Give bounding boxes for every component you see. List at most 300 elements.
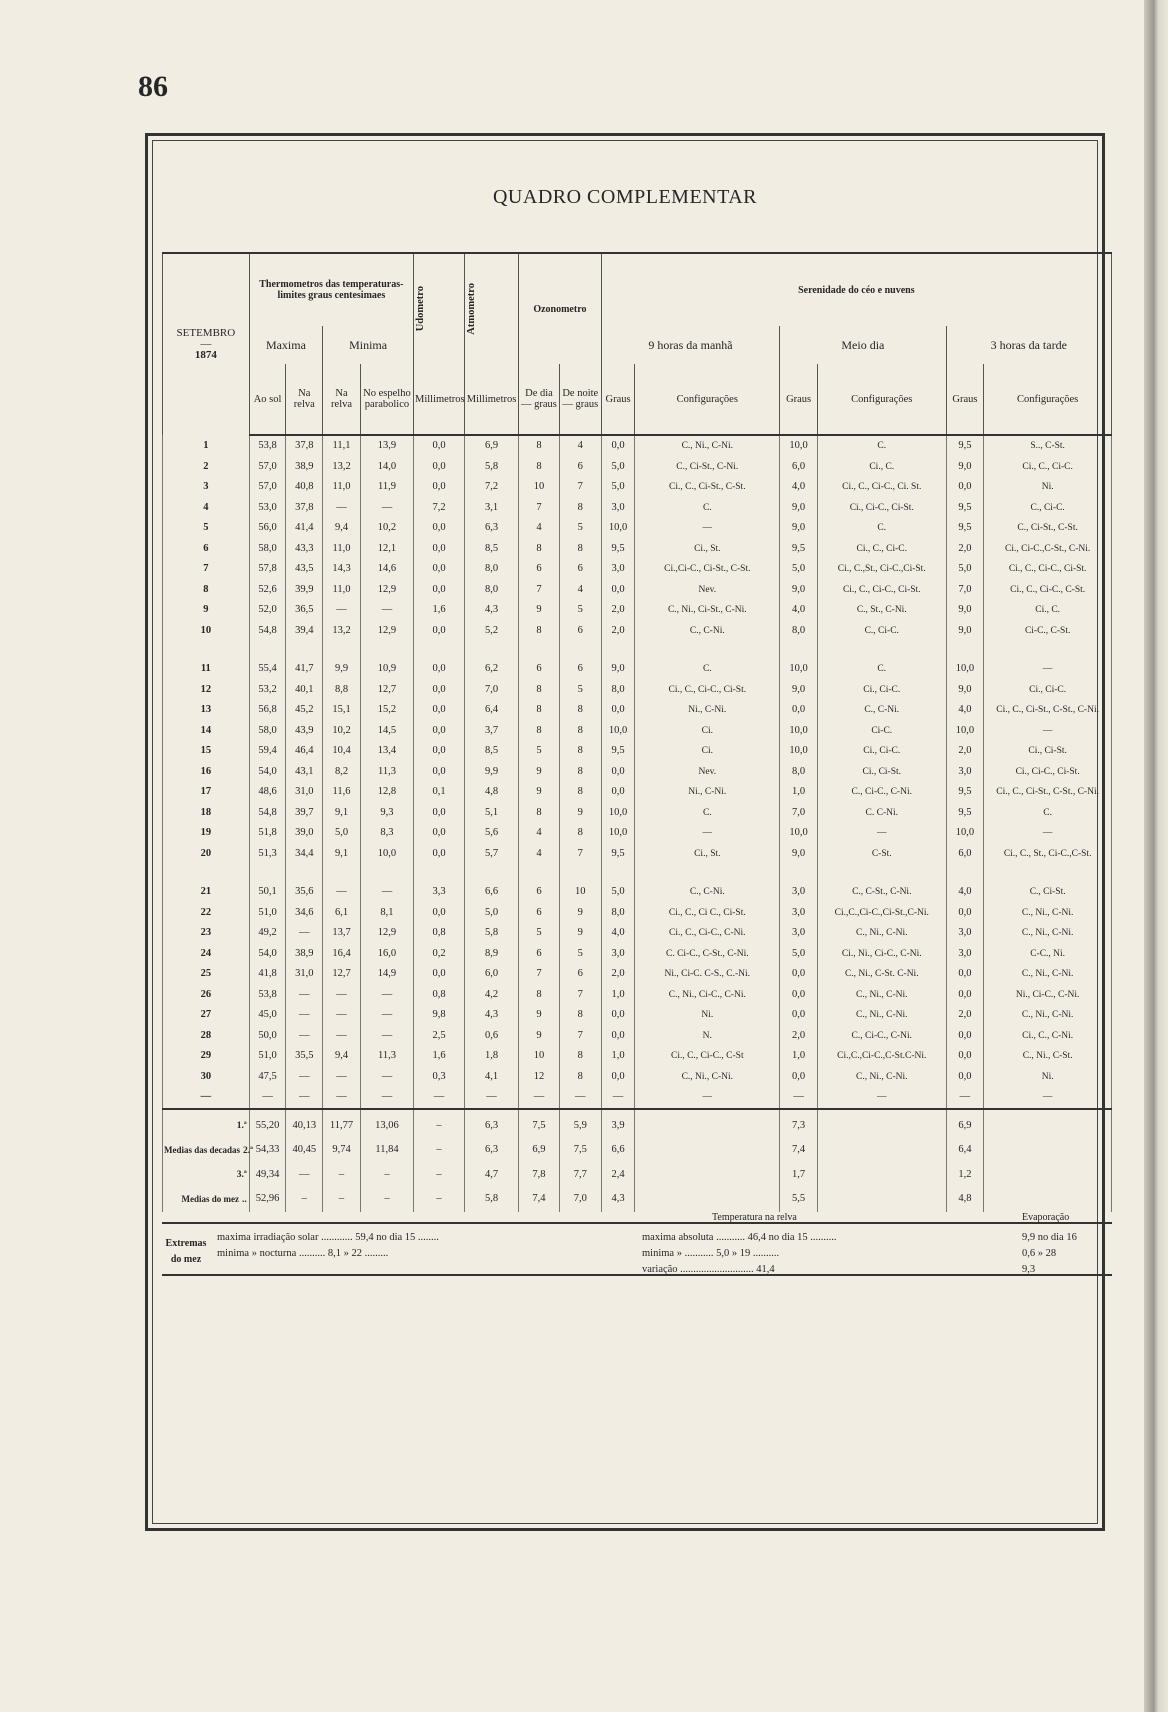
table-cell: 6,4 — [465, 700, 519, 721]
table-cell: 41,8 — [249, 964, 286, 985]
table-cell: 43,3 — [286, 539, 323, 560]
table-cell: — — [519, 1087, 560, 1109]
means-cell: 52,96 — [249, 1187, 286, 1212]
table-cell: C. C-Ni. — [817, 803, 946, 824]
serenidade-header: Serenidade do céo e nuvens — [601, 253, 1111, 326]
table-cell: 9,5 — [601, 741, 635, 762]
table-frame — [145, 133, 1105, 1531]
table-cell: 9,5 — [601, 844, 635, 865]
table-cell: 8 — [559, 721, 601, 742]
table-cell: Ci., C., St., Ci-C.,C-St. — [984, 844, 1112, 865]
table-cell: C. — [817, 518, 946, 539]
day-cell: 9 — [163, 600, 250, 621]
table-cell: 4,0 — [946, 882, 984, 903]
means-cell: – — [414, 1163, 465, 1187]
table-cell: — — [323, 1005, 361, 1026]
table-cell: 6,3 — [465, 518, 519, 539]
day-cell: 30 — [163, 1067, 250, 1088]
table-cell: 8,5 — [465, 741, 519, 762]
column-header: Configurações — [984, 364, 1112, 435]
table-cell: — — [946, 1087, 984, 1109]
day-cell: 12 — [163, 680, 250, 701]
table-cell: 46,4 — [286, 741, 323, 762]
table-cell: 4,3 — [465, 1005, 519, 1026]
means-cell — [635, 1187, 780, 1212]
table-cell: — — [323, 985, 361, 1006]
table-cell: 35,6 — [286, 882, 323, 903]
table-cell: C., Ni., C-Ni. — [817, 985, 946, 1006]
table-cell: 58,0 — [249, 539, 286, 560]
table-cell: Ci-C., C-St. — [984, 621, 1112, 642]
evaporacao-head: Evaporação — [1022, 1212, 1070, 1223]
table-cell: 51,0 — [249, 903, 286, 924]
table-cell: 8 — [519, 680, 560, 701]
table-cell: 5,6 — [465, 823, 519, 844]
table-cell: 35,5 — [286, 1046, 323, 1067]
table-cell: C., Ci-C., C-Ni. — [817, 1026, 946, 1047]
column-header: De dia — graus — [519, 364, 560, 435]
table-cell: 14,9 — [360, 964, 413, 985]
table-cell: 8,0 — [780, 762, 818, 783]
means-cell: 7,0 — [559, 1187, 601, 1212]
table-cell: — — [635, 1087, 780, 1109]
table-cell: 0,8 — [414, 923, 465, 944]
table-cell: 3,3 — [414, 882, 465, 903]
table-cell: 2,5 — [414, 1026, 465, 1047]
means-cell: 1,2 — [946, 1163, 984, 1187]
table-cell: 9,0 — [780, 518, 818, 539]
column-header: Millimetros — [465, 364, 519, 435]
table-cell: — — [286, 1067, 323, 1088]
table-cell: 53,8 — [249, 985, 286, 1006]
table-cell: Ci.,C.,Ci-C.,Ci-St.,C-Ni. — [817, 903, 946, 924]
table-cell: 7,0 — [780, 803, 818, 824]
table-row — [163, 518, 1112, 539]
table-cell: 5 — [519, 741, 560, 762]
table-cell: 11,3 — [360, 762, 413, 783]
table-cell: — — [249, 1087, 286, 1109]
table-cell: — — [286, 985, 323, 1006]
table-cell: 8 — [519, 803, 560, 824]
table-cell: 9,4 — [323, 1046, 361, 1067]
table-cell: 41,4 — [286, 518, 323, 539]
table-row — [163, 882, 1112, 903]
table-cell: 7,2 — [465, 477, 519, 498]
table-row — [163, 741, 1112, 762]
table-cell: 0,0 — [780, 964, 818, 985]
table-cell: C., Ni., C-Ni. — [817, 1067, 946, 1088]
table-cell: Ci., St. — [635, 539, 780, 560]
means-row — [163, 1138, 1112, 1163]
table-cell: 40,8 — [286, 477, 323, 498]
means-cell — [817, 1187, 946, 1212]
table-cell: 6 — [559, 659, 601, 680]
table-cell: Nev. — [635, 762, 780, 783]
table-cell: 10,0 — [780, 721, 818, 742]
table-cell: 0,0 — [414, 435, 465, 457]
day-cell: 28 — [163, 1026, 250, 1047]
table-cell: 50,0 — [249, 1026, 286, 1047]
table-cell: C. — [984, 803, 1112, 824]
means-cell: 6,3 — [465, 1138, 519, 1163]
day-cell: 18 — [163, 803, 250, 824]
means-cell: 5,9 — [559, 1109, 601, 1138]
evap-line-2: 0,6 » 28 — [1022, 1248, 1057, 1259]
table-cell: 10,0 — [601, 721, 635, 742]
table-cell: 9 — [519, 782, 560, 803]
evap-line-1: 9,9 no dia 16 — [1022, 1232, 1077, 1243]
day-cell: 1 — [163, 435, 250, 457]
means-cell: 6,9 — [946, 1109, 984, 1138]
table-cell: 0,1 — [414, 782, 465, 803]
table-cell: 10,0 — [780, 741, 818, 762]
table-title: QUADRO COMPLEMENTAR — [492, 186, 758, 208]
table-cell: 11,0 — [323, 539, 361, 560]
means-cell: 1,7 — [780, 1163, 818, 1187]
decade-gap-row — [163, 864, 1112, 882]
table-cell: C., Ni., Ci-St., C-Ni. — [635, 600, 780, 621]
table-cell: 0,0 — [414, 844, 465, 865]
day-cell: 7 — [163, 559, 250, 580]
table-cell: 7 — [519, 964, 560, 985]
day-cell: 16 — [163, 762, 250, 783]
meio-dia-header: Meio dia — [780, 326, 946, 364]
table-cell: — — [323, 1087, 361, 1109]
means-cell — [635, 1138, 780, 1163]
table-cell: 9,0 — [946, 621, 984, 642]
table-row — [163, 1087, 1112, 1109]
table-cell: 10,0 — [946, 823, 984, 844]
table-cell: — — [360, 1067, 413, 1088]
day-cell: 5 — [163, 518, 250, 539]
table-cell: 0,0 — [414, 580, 465, 601]
table-cell: 9,1 — [323, 844, 361, 865]
column-header: Configurações — [635, 364, 780, 435]
table-cell: Ci., St. — [635, 844, 780, 865]
table-cell: Ci., C., Ci C., Ci-St. — [635, 903, 780, 924]
table-cell: 9,5 — [946, 782, 984, 803]
day-cell: 15 — [163, 741, 250, 762]
table-cell: 0,0 — [601, 580, 635, 601]
table-cell: 7 — [519, 580, 560, 601]
table-cell: 13,2 — [323, 457, 361, 478]
table-cell: 9,0 — [780, 680, 818, 701]
table-cell: 9,5 — [946, 435, 984, 457]
table-cell: Ni. — [984, 477, 1112, 498]
table-cell: C-St. — [817, 844, 946, 865]
table-cell: — — [286, 1087, 323, 1109]
column-header: Na relva — [323, 364, 361, 435]
means-cell — [984, 1138, 1112, 1163]
table-cell: 59,4 — [249, 741, 286, 762]
table-cell: 9,0 — [946, 600, 984, 621]
table-cell: Nev. — [635, 580, 780, 601]
atmometro-header: Atmometro — [465, 253, 519, 364]
table-cell: 2,0 — [780, 1026, 818, 1047]
table-cell: 3,0 — [780, 923, 818, 944]
table-cell: 7,0 — [946, 580, 984, 601]
table-cell: 6 — [519, 659, 560, 680]
table-cell: 0,0 — [414, 457, 465, 478]
table-cell: 8,8 — [323, 680, 361, 701]
table-cell: 10,0 — [946, 659, 984, 680]
table-cell: C., Ni., C-St. — [984, 1046, 1112, 1067]
table-cell: 6 — [519, 882, 560, 903]
table-cell: 8 — [519, 539, 560, 560]
table-cell: 43,1 — [286, 762, 323, 783]
table-cell: — — [360, 1087, 413, 1109]
table-cell: C., Ni., C-St. C-Ni. — [817, 964, 946, 985]
table-cell: 9,0 — [780, 844, 818, 865]
table-cell: 56,0 — [249, 518, 286, 539]
table-cell: — — [465, 1087, 519, 1109]
day-cell: 17 — [163, 782, 250, 803]
table-cell: 10,0 — [946, 721, 984, 742]
table-cell: 0,0 — [601, 782, 635, 803]
table-row — [163, 700, 1112, 721]
table-cell: 3,0 — [601, 559, 635, 580]
table-cell: 8 — [519, 457, 560, 478]
table-cell: — — [635, 518, 780, 539]
table-cell: 8 — [519, 700, 560, 721]
table-cell: 6 — [559, 621, 601, 642]
day-cell: 2 — [163, 457, 250, 478]
table-cell: 11,0 — [323, 580, 361, 601]
column-header: Graus — [780, 364, 818, 435]
table-cell: 0,0 — [414, 518, 465, 539]
means-cell: 11,77 — [323, 1109, 361, 1138]
table-cell: 9,5 — [946, 803, 984, 824]
table-cell: 49,2 — [249, 923, 286, 944]
table-cell: 0,0 — [601, 700, 635, 721]
table-cell: 0,0 — [414, 700, 465, 721]
extremes-label: Extremas do mez — [165, 1238, 207, 1265]
table-cell: 0,8 — [414, 985, 465, 1006]
table-row — [163, 498, 1112, 519]
table-cell: 10,2 — [323, 721, 361, 742]
table-cell: — — [323, 882, 361, 903]
table-cell: 6,9 — [465, 435, 519, 457]
means-cell: — — [286, 1163, 323, 1187]
day-cell: 24 — [163, 944, 250, 965]
day-cell: 8 — [163, 580, 250, 601]
table-cell: 4,8 — [465, 782, 519, 803]
table-cell: 13,4 — [360, 741, 413, 762]
table-cell: 31,0 — [286, 964, 323, 985]
table-cell: 5,0 — [465, 903, 519, 924]
table-cell: 5,0 — [780, 559, 818, 580]
table-row — [163, 1046, 1112, 1067]
table-cell: 10,0 — [601, 803, 635, 824]
table-cell: 9,4 — [323, 518, 361, 539]
table-cell: 8 — [559, 539, 601, 560]
table-cell: 5,1 — [465, 803, 519, 824]
table-cell: 8 — [519, 435, 560, 457]
table-cell: 2,0 — [946, 1005, 984, 1026]
table-cell: 10 — [559, 882, 601, 903]
table-cell: 5,0 — [601, 882, 635, 903]
table-cell: 39,7 — [286, 803, 323, 824]
table-cell: Ci-C. — [817, 721, 946, 742]
table-cell: 5,8 — [465, 923, 519, 944]
means-row — [163, 1163, 1112, 1187]
table-cell: 0,0 — [414, 762, 465, 783]
table-cell: Ci., Ci-C., Ci-St. — [984, 762, 1112, 783]
means-cell: – — [323, 1163, 361, 1187]
table-cell: 3,0 — [780, 903, 818, 924]
table-cell: 4,0 — [601, 923, 635, 944]
table-cell: 52,0 — [249, 600, 286, 621]
means-cell: – — [414, 1109, 465, 1138]
table-cell: 8 — [559, 1067, 601, 1088]
table-cell: C., Ni., C-Ni. — [984, 923, 1112, 944]
table-cell: 0,0 — [946, 1026, 984, 1047]
table-cell: — — [323, 600, 361, 621]
table-cell: — — [286, 1005, 323, 1026]
table-cell: 13,2 — [323, 621, 361, 642]
table-cell: 10 — [519, 1046, 560, 1067]
table-row — [163, 1005, 1112, 1026]
table-cell: 48,6 — [249, 782, 286, 803]
means-cell — [635, 1109, 780, 1138]
means-label: 3.ª — [163, 1163, 250, 1187]
table-cell: C., Ci-C., C-Ni. — [817, 782, 946, 803]
means-cell: 5,8 — [465, 1187, 519, 1212]
table-row — [163, 782, 1112, 803]
table-cell: C., C-Ni. — [635, 621, 780, 642]
table-row — [163, 762, 1112, 783]
table-cell: — — [360, 498, 413, 519]
table-cell: 7,0 — [465, 680, 519, 701]
table-cell: 9,5 — [601, 539, 635, 560]
table-cell: 5,7 — [465, 844, 519, 865]
means-cell — [984, 1109, 1112, 1138]
day-cell: 25 — [163, 964, 250, 985]
table-cell: N. — [635, 1026, 780, 1047]
table-cell: 9 — [519, 600, 560, 621]
table-cell: 0,0 — [946, 1046, 984, 1067]
table-cell: C. — [635, 498, 780, 519]
table-cell: 47,5 — [249, 1067, 286, 1088]
table-cell: — — [984, 659, 1112, 680]
table-cell: 14,0 — [360, 457, 413, 478]
table-cell: 38,9 — [286, 457, 323, 478]
day-cell: 13 — [163, 700, 250, 721]
table-cell: 2,0 — [946, 539, 984, 560]
table-cell: — — [323, 1067, 361, 1088]
table-row — [163, 1026, 1112, 1047]
day-cell: 6 — [163, 539, 250, 560]
table-cell: 1,0 — [601, 985, 635, 1006]
means-cell: – — [414, 1187, 465, 1212]
page-number: 86 — [138, 70, 168, 103]
table-row — [163, 1067, 1112, 1088]
day-cell: 4 — [163, 498, 250, 519]
table-cell: 4 — [559, 580, 601, 601]
table-cell: 9,0 — [946, 457, 984, 478]
day-cell: 23 — [163, 923, 250, 944]
table-cell: 6,1 — [323, 903, 361, 924]
table-cell: 10,2 — [360, 518, 413, 539]
means-cell: 7,3 — [780, 1109, 818, 1138]
table-cell: 9 — [559, 923, 601, 944]
table-cell: Ni., C-Ni. — [635, 782, 780, 803]
table-cell: Ci.,C.,Ci-C.,C-St.C-Ni. — [817, 1046, 946, 1067]
table-cell: C., C-Ni. — [817, 700, 946, 721]
table-cell: 5,8 — [465, 457, 519, 478]
table-row — [163, 903, 1112, 924]
table-cell: — — [984, 1087, 1112, 1109]
table-cell: 57,8 — [249, 559, 286, 580]
table-cell: Ci., Ci-C. — [984, 680, 1112, 701]
table-cell: 9,5 — [946, 518, 984, 539]
table-cell: Ni. — [984, 1067, 1112, 1088]
table-cell: 57,0 — [249, 457, 286, 478]
tarde-header: 3 horas da tarde — [946, 326, 1111, 364]
table-cell: Ci. — [635, 721, 780, 742]
table-cell: C. — [635, 803, 780, 824]
table-cell: 8 — [559, 762, 601, 783]
table-cell: 6 — [559, 457, 601, 478]
table-cell: S.., C-St. — [984, 435, 1112, 457]
table-cell: Ci., C., Ci-C. — [984, 457, 1112, 478]
table-cell: Ci., C., C-Ni. — [984, 1026, 1112, 1047]
table-cell: 13,9 — [360, 435, 413, 457]
table-cell: Ci., C., Ci-C., C-St — [635, 1046, 780, 1067]
table-cell: 3,0 — [601, 498, 635, 519]
table-cell: 4,0 — [780, 477, 818, 498]
table-cell: — — [286, 1026, 323, 1047]
table-cell: 0,0 — [414, 741, 465, 762]
table-cell: 0,0 — [601, 1067, 635, 1088]
table-cell: 8 — [559, 782, 601, 803]
ozonometro-header: Ozonometro — [519, 253, 602, 364]
table-cell: 8,9 — [465, 944, 519, 965]
table-cell: 11,6 — [323, 782, 361, 803]
table-cell: 7 — [559, 477, 601, 498]
table-cell: 3,0 — [946, 923, 984, 944]
means-cell — [817, 1163, 946, 1187]
table-cell: 0,0 — [601, 762, 635, 783]
extremes-block — [162, 1212, 1112, 1276]
table-cell: 4,0 — [780, 600, 818, 621]
table-row — [163, 964, 1112, 985]
table-cell: 10,0 — [601, 518, 635, 539]
table-cell: Ci., C., Ci-C. — [817, 539, 946, 560]
table-cell: 5,0 — [946, 559, 984, 580]
table-cell: 3,0 — [946, 762, 984, 783]
maxima-header: Maxima — [249, 326, 322, 364]
table-cell: 10,4 — [323, 741, 361, 762]
table-cell: 31,0 — [286, 782, 323, 803]
table-cell: 10,0 — [780, 659, 818, 680]
means-cell: 49,34 — [249, 1163, 286, 1187]
table-cell: — — [360, 1026, 413, 1047]
extreme-line-2b: minima » ........... 5,0 » 19 .......... — [642, 1248, 780, 1259]
table-cell: 8 — [559, 700, 601, 721]
table-cell: Ci., Ci-C. — [817, 680, 946, 701]
table-row — [163, 559, 1112, 580]
table-row — [163, 621, 1112, 642]
table-cell: — — [360, 882, 413, 903]
table-cell: 9 — [519, 1005, 560, 1026]
means-cell: – — [414, 1138, 465, 1163]
means-cell: 6,3 — [465, 1109, 519, 1138]
table-cell: 7,2 — [414, 498, 465, 519]
column-header: Ao sol — [249, 364, 286, 435]
table-cell: 8 — [519, 985, 560, 1006]
table-cell: 45,0 — [249, 1005, 286, 1026]
